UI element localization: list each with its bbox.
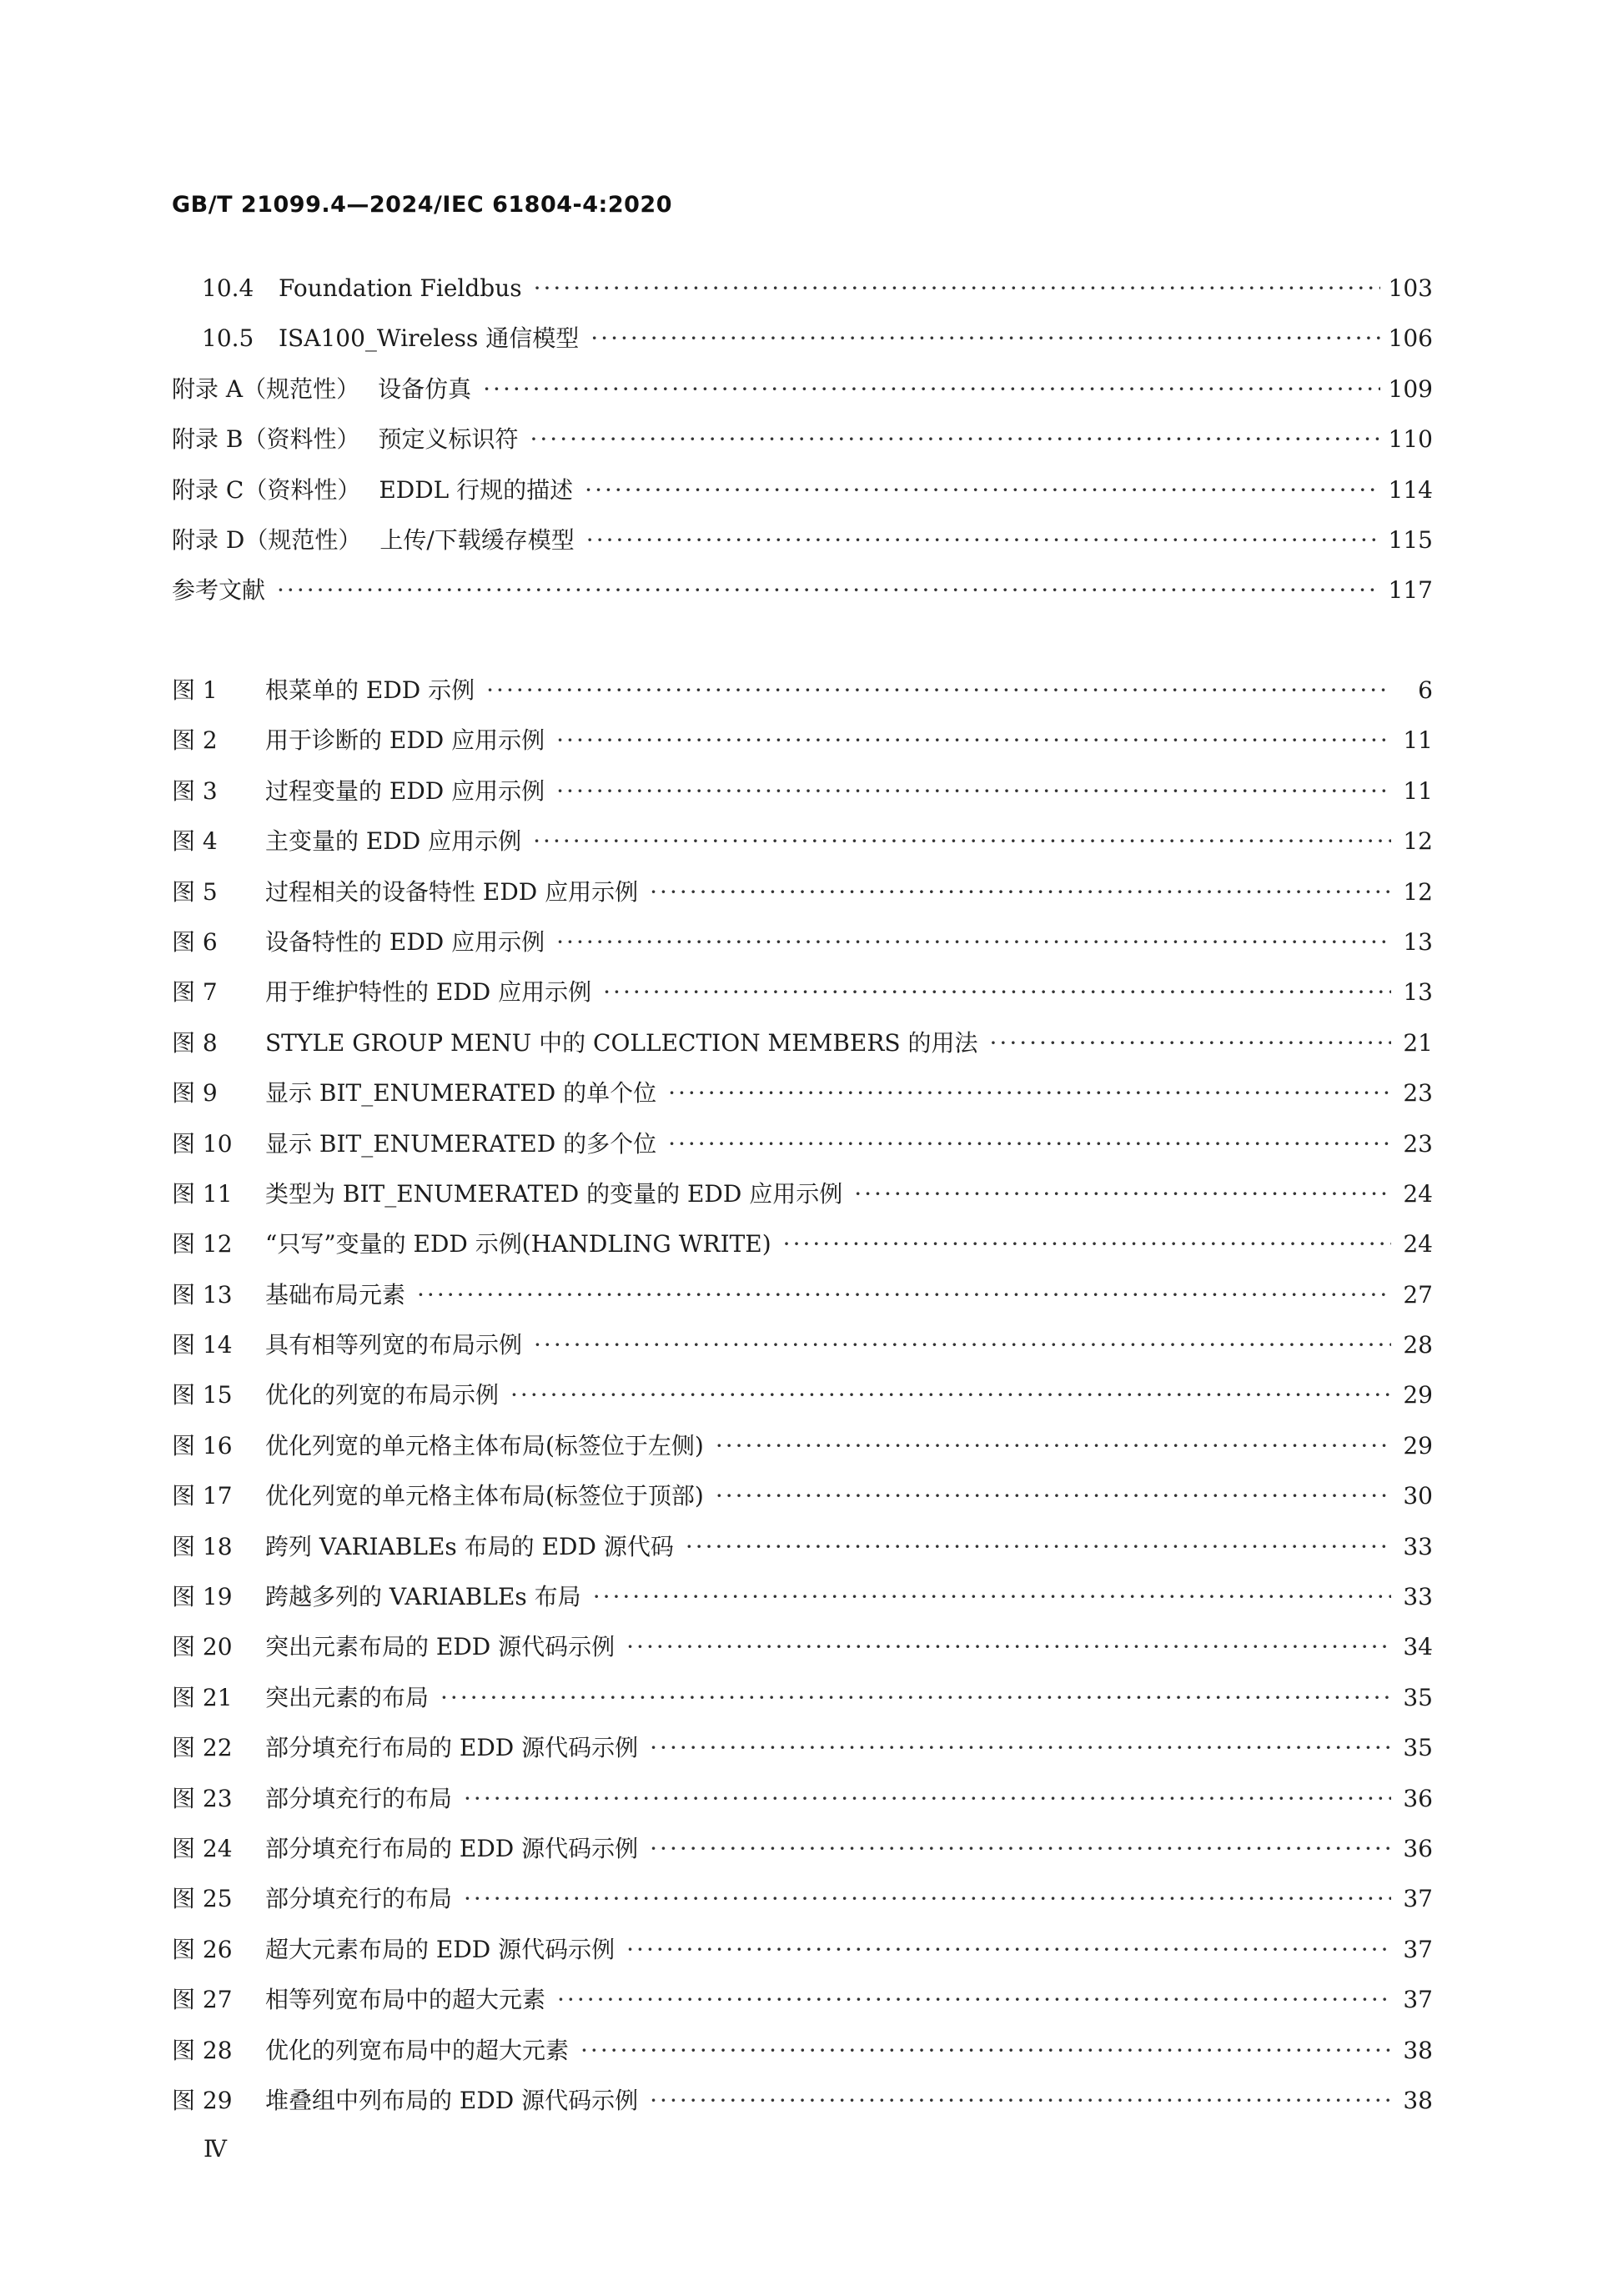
entry-page-number: 34 [1403, 1633, 1433, 1661]
leader-dots [586, 515, 1380, 565]
leader-dots [626, 1925, 1391, 1975]
toc-section-entry[interactable] [172, 264, 1433, 314]
figure-entry[interactable] [172, 1622, 1433, 1672]
entry-page-number: 110 [1388, 425, 1433, 454]
leader-dots [277, 565, 1380, 615]
entry-page-number: 29 [1403, 1381, 1433, 1409]
entry-number: 附录 C（资料性） [172, 475, 361, 504]
leader-dots [854, 1169, 1391, 1219]
entry-number: 图 7 [172, 978, 218, 1007]
table-of-contents [172, 264, 1433, 616]
entry-number: 图 24 [172, 1834, 233, 1862]
entry-page-number: 106 [1388, 324, 1433, 353]
leader-dots [783, 1219, 1391, 1269]
leader-dots [556, 917, 1391, 967]
entry-page-number: 103 [1388, 274, 1433, 302]
entry-page-number: 35 [1403, 1734, 1433, 1762]
leader-dots [650, 867, 1391, 917]
entry-page-number: 37 [1403, 1986, 1433, 2014]
figure-entry[interactable] [172, 1572, 1433, 1622]
entry-number: 10.4 [202, 274, 254, 302]
leader-dots [603, 967, 1391, 1017]
figure-entry[interactable] [172, 1219, 1433, 1269]
entry-page-number: 28 [1403, 1331, 1433, 1359]
entry-page-number: 33 [1403, 1583, 1433, 1611]
entry-title: 优化列宽的单元格主体布局(标签位于顶部) [265, 1482, 704, 1510]
leader-dots [440, 1673, 1391, 1723]
entry-title: 跨列 VARIABLEs 布局的 EDD 源代码 [265, 1532, 674, 1560]
entry-title: 过程相关的设备特性 EDD 应用示例 [265, 877, 639, 906]
entry-title: 用于维护特性的 EDD 应用示例 [265, 978, 592, 1007]
entry-title: 具有相等列宽的布局示例 [265, 1331, 523, 1359]
entry-page-number: 21 [1403, 1028, 1433, 1057]
entry-number: 图 14 [172, 1331, 233, 1359]
leader-dots [716, 1421, 1391, 1471]
entry-page-number: 33 [1403, 1532, 1433, 1560]
figure-entry[interactable] [172, 1925, 1433, 1975]
entry-title: 显示 BIT_ENUMERATED 的多个位 [265, 1129, 657, 1158]
leader-dots [556, 716, 1391, 766]
entry-title: ISA100_Wireless 通信模型 [279, 324, 580, 353]
entry-page-number: 38 [1403, 2036, 1433, 2064]
entry-title: 预定义标识符 [378, 425, 519, 454]
entry-title: 主变量的 EDD 应用示例 [265, 827, 522, 856]
figure-entry[interactable] [172, 2026, 1433, 2076]
entry-title: 部分填充行的布局 [265, 1885, 453, 1913]
figure-entry[interactable] [172, 766, 1433, 816]
figure-entry[interactable] [172, 716, 1433, 766]
entry-number: 图 20 [172, 1633, 233, 1661]
entry-page-number: 12 [1403, 827, 1433, 856]
entry-page-number: 109 [1388, 374, 1433, 403]
page-number: Ⅳ [204, 2135, 227, 2163]
entry-page-number: 30 [1403, 1482, 1433, 1510]
entry-title: 部分填充行的布局 [265, 1784, 453, 1812]
entry-title: 部分填充行布局的 EDD 源代码示例 [265, 1834, 639, 1862]
entry-title: 突出元素布局的 EDD 源代码示例 [265, 1633, 616, 1661]
entry-page-number: 23 [1403, 1129, 1433, 1158]
entry-number: 图 16 [172, 1431, 233, 1459]
figure-entry[interactable] [172, 1522, 1433, 1572]
figure-entry[interactable] [172, 1824, 1433, 1874]
entry-number: 10.5 [202, 324, 254, 353]
leader-dots [650, 1824, 1391, 1874]
entry-number: 图 23 [172, 1784, 233, 1812]
leader-dots [593, 1572, 1391, 1622]
entry-number: 图 1 [172, 676, 218, 704]
leader-dots [716, 1471, 1391, 1521]
entry-page-number: 37 [1403, 1885, 1433, 1913]
leader-dots [483, 364, 1379, 414]
entry-title: 设备特性的 EDD 应用示例 [265, 927, 545, 956]
figure-entry[interactable] [172, 816, 1433, 867]
figure-entry[interactable] [172, 917, 1433, 967]
entry-page-number: 115 [1388, 525, 1433, 554]
entry-number: 附录 D（规范性） [172, 525, 362, 554]
leader-dots [556, 766, 1391, 816]
entry-number: 图 13 [172, 1280, 233, 1309]
entry-title: 跨越多列的 VARIABLEs 布局 [265, 1583, 581, 1611]
figure-entry[interactable] [172, 1370, 1433, 1420]
entry-number: 图 18 [172, 1532, 233, 1560]
figure-entry[interactable] [172, 1068, 1433, 1118]
figure-entry[interactable] [172, 1471, 1433, 1521]
leader-dots [464, 1874, 1391, 1924]
leader-dots [486, 666, 1391, 716]
figure-entry[interactable] [172, 1975, 1433, 2025]
entry-number: 图 2 [172, 726, 218, 755]
figure-entry[interactable] [172, 1421, 1433, 1471]
entry-title: 过程变量的 EDD 应用示例 [265, 776, 545, 805]
figure-entry[interactable] [172, 2076, 1433, 2126]
entry-title: STYLE GROUP MENU 中的 COLLECTION MEMBERS 的用法 [265, 1028, 978, 1057]
entry-title: 参考文献 [172, 576, 266, 605]
entry-title: “只写”变量的 EDD 示例(HANDLING WRITE) [265, 1230, 771, 1259]
leader-dots [650, 1723, 1391, 1773]
figure-entry[interactable] [172, 1723, 1433, 1773]
entry-title: 基础布局元素 [265, 1280, 406, 1309]
figure-entry[interactable] [172, 867, 1433, 917]
entry-page-number: 114 [1388, 475, 1433, 504]
entry-title: 优化的列宽布局中的超大元素 [265, 2036, 570, 2064]
entry-number: 图 5 [172, 877, 218, 906]
entry-title: 优化的列宽的布局示例 [265, 1381, 500, 1409]
entry-page-number: 38 [1403, 2086, 1433, 2114]
entry-number: 图 12 [172, 1230, 233, 1259]
entry-title: 堆叠组中列布局的 EDD 源代码示例 [265, 2086, 639, 2114]
leader-dots [668, 1119, 1391, 1169]
entry-title: 超大元素布局的 EDD 源代码示例 [265, 1935, 616, 1963]
leader-dots [668, 1068, 1391, 1118]
entry-title: 显示 BIT_ENUMERATED 的单个位 [265, 1079, 657, 1108]
figure-entry[interactable] [172, 1774, 1433, 1824]
entry-number: 图 22 [172, 1734, 233, 1762]
figure-entry[interactable] [172, 1673, 1433, 1723]
entry-page-number: 24 [1403, 1179, 1433, 1208]
entry-page-number: 36 [1403, 1834, 1433, 1862]
figure-entry[interactable] [172, 1270, 1433, 1320]
figure-entry[interactable] [172, 1119, 1433, 1169]
leader-dots [530, 414, 1380, 465]
leader-dots [585, 465, 1379, 515]
leader-dots [590, 314, 1379, 364]
entry-page-number: 6 [1418, 676, 1433, 704]
list-of-figures [172, 666, 1433, 2126]
entry-page-number: 27 [1403, 1280, 1433, 1309]
entry-number: 图 8 [172, 1028, 218, 1057]
entry-number: 图 27 [172, 1986, 233, 2014]
leader-dots [650, 2076, 1391, 2126]
figure-entry[interactable] [172, 1320, 1433, 1370]
entry-title: 用于诊断的 EDD 应用示例 [265, 726, 545, 755]
figure-entry[interactable] [172, 1018, 1433, 1068]
entry-page-number: 36 [1403, 1784, 1433, 1812]
entry-number: 图 19 [172, 1583, 233, 1611]
entry-number: 图 17 [172, 1482, 233, 1510]
entry-title: 上传/下载缓存模型 [379, 525, 575, 554]
entry-number: 图 29 [172, 2086, 233, 2114]
entry-title: 相等列宽布局中的超大元素 [265, 1986, 546, 2014]
entry-number: 图 28 [172, 2036, 233, 2064]
leader-dots [533, 816, 1391, 867]
entry-number: 图 21 [172, 1683, 233, 1711]
entry-title: EDDL 行规的描述 [379, 475, 574, 504]
entry-page-number: 29 [1403, 1431, 1433, 1459]
entry-title: 突出元素的布局 [265, 1683, 430, 1711]
entry-page-number: 11 [1403, 776, 1433, 805]
entry-number: 附录 B（资料性） [172, 425, 360, 454]
entry-title: 优化列宽的单元格主体布局(标签位于左侧) [265, 1431, 704, 1459]
toc-appendix-entry[interactable] [172, 465, 1433, 515]
leader-dots [557, 1975, 1391, 2025]
entry-number: 附录 A（规范性） [172, 374, 360, 403]
leader-dots [417, 1270, 1391, 1320]
entry-page-number: 117 [1388, 576, 1433, 605]
leader-dots [534, 1320, 1391, 1370]
leader-dots [510, 1370, 1391, 1420]
toc-bibliography-entry[interactable] [172, 565, 1433, 615]
entry-page-number: 24 [1403, 1230, 1433, 1259]
entry-number: 图 4 [172, 827, 218, 856]
entry-number: 图 26 [172, 1935, 233, 1963]
figure-entry[interactable] [172, 1169, 1433, 1219]
toc-appendix-entry[interactable] [172, 364, 1433, 414]
figure-entry[interactable] [172, 967, 1433, 1017]
entry-title: Foundation Fieldbus [279, 274, 522, 302]
entry-title: 类型为 BIT_ENUMERATED 的变量的 EDD 应用示例 [265, 1179, 843, 1208]
toc-appendix-entry[interactable] [172, 515, 1433, 565]
entry-number: 图 3 [172, 776, 218, 805]
entry-page-number: 13 [1403, 978, 1433, 1007]
figure-entry[interactable] [172, 666, 1433, 716]
figure-entry[interactable] [172, 1874, 1433, 1924]
entry-page-number: 35 [1403, 1683, 1433, 1711]
entry-title: 根菜单的 EDD 示例 [265, 676, 475, 704]
standard-header: GB/T 21099.4—2024/IEC 61804-4:2020 [172, 192, 672, 218]
entry-title: 部分填充行布局的 EDD 源代码示例 [265, 1734, 639, 1762]
entry-number: 图 11 [172, 1179, 233, 1208]
entry-number: 图 10 [172, 1129, 233, 1158]
toc-appendix-entry[interactable] [172, 414, 1433, 465]
entry-page-number: 37 [1403, 1935, 1433, 1963]
entry-page-number: 13 [1403, 927, 1433, 956]
leader-dots [990, 1018, 1391, 1068]
entry-page-number: 23 [1403, 1079, 1433, 1108]
entry-title: 设备仿真 [378, 374, 472, 403]
entry-number: 图 9 [172, 1079, 218, 1108]
leader-dots [580, 2026, 1391, 2076]
leader-dots [686, 1522, 1391, 1572]
entry-page-number: 12 [1403, 877, 1433, 906]
leader-dots [626, 1622, 1391, 1672]
toc-section-entry[interactable] [172, 314, 1433, 364]
entry-page-number: 11 [1403, 726, 1433, 755]
entry-number: 图 25 [172, 1885, 233, 1913]
entry-number: 图 15 [172, 1381, 233, 1409]
leader-dots [534, 264, 1380, 314]
leader-dots [464, 1774, 1391, 1824]
entry-number: 图 6 [172, 927, 218, 956]
